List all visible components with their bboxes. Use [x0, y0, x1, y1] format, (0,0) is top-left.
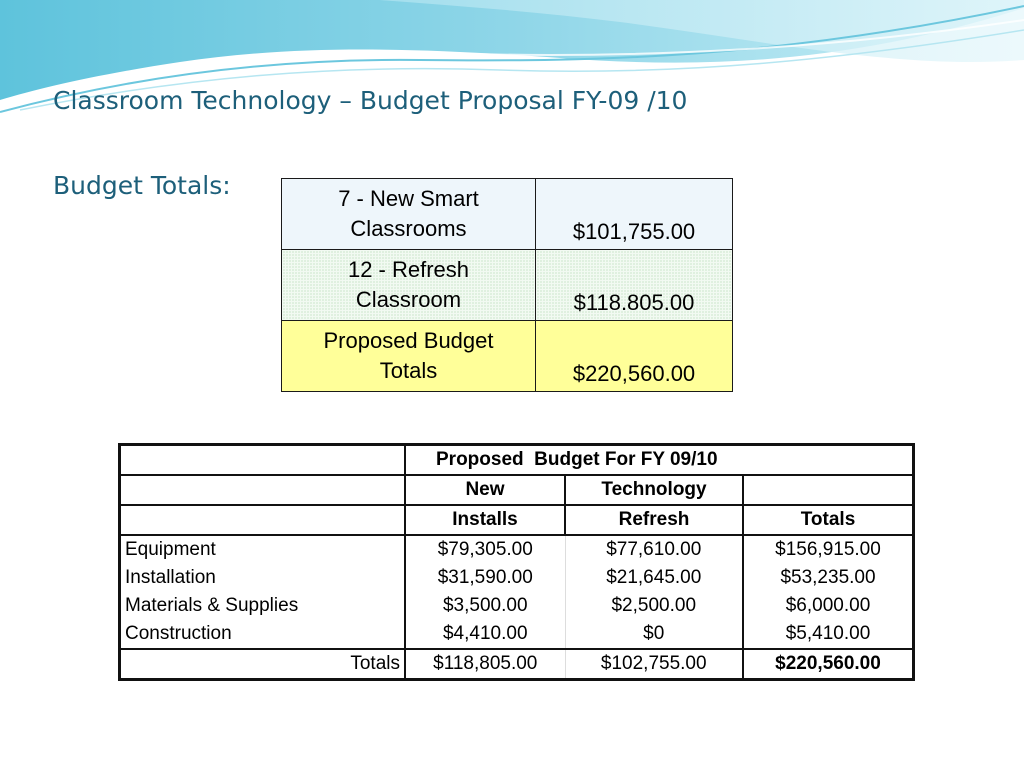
- header-cell: [743, 475, 914, 505]
- header-cell: New: [405, 475, 565, 505]
- summary-label-line1: 12 - Refresh: [347, 257, 470, 282]
- summary-row: [282, 250, 733, 321]
- budget-totals-heading: Budget Totals:: [53, 171, 231, 200]
- table-cell: $4,410.00: [442, 623, 528, 644]
- table-cell: $3,500.00: [442, 595, 528, 616]
- table-cell: $0: [565, 620, 743, 649]
- summary-label: [282, 321, 536, 392]
- table-cell: $6,000.00: [743, 592, 914, 620]
- summary-label-line1: Proposed Budget: [323, 328, 494, 353]
- summary-label-line2: Classroom: [355, 287, 462, 312]
- summary-label-line2: Classrooms: [350, 216, 467, 241]
- budget-detail-table: [118, 443, 915, 681]
- table-cell: $77,610.00: [565, 535, 743, 564]
- row-label: Materials & Supplies: [120, 592, 406, 620]
- table-cell: $118,805.00: [405, 649, 565, 680]
- table-cell: $53,235.00: [743, 564, 914, 592]
- table-cell: $156,915.00: [743, 535, 914, 564]
- table-cell: $5,410.00: [743, 620, 914, 649]
- table-cell: $2,500.00: [565, 592, 743, 620]
- summary-label: [282, 250, 536, 321]
- summary-label: [282, 179, 536, 250]
- row-label: Installation: [120, 564, 406, 592]
- totals-row: [120, 649, 914, 680]
- row-label: Construction: [120, 620, 406, 649]
- slide-title: Classroom Technology – Budget Proposal FY-09 /10: [53, 86, 688, 115]
- summary-value: $118.805.00: [536, 250, 733, 321]
- table-cell: $21,645.00: [565, 564, 743, 592]
- summary-label-line1: 7 - New Smart: [338, 186, 479, 211]
- header-cell: Technology: [565, 475, 743, 505]
- header-cell: Refresh: [565, 505, 743, 535]
- header-span-title: Proposed Budget For FY 09/10: [405, 445, 914, 476]
- table-row: [120, 564, 914, 592]
- table-cell: $79,305.00: [437, 539, 533, 560]
- header-cell: [120, 505, 406, 535]
- summary-value: $101,755.00: [536, 179, 733, 250]
- table-row: [120, 592, 914, 620]
- header-cell: Installs: [405, 505, 565, 535]
- budget-summary-table: [281, 178, 733, 392]
- summary-total-row: [282, 321, 733, 392]
- table-header-row: [120, 505, 914, 535]
- summary-label-line2: Totals: [379, 358, 438, 383]
- table-header-row: [120, 445, 914, 476]
- summary-row: [282, 179, 733, 250]
- table-cell: $31,590.00: [437, 567, 533, 588]
- table-cell: $102,755.00: [565, 649, 743, 680]
- totals-label: Totals: [120, 649, 406, 680]
- header-cell: [120, 475, 406, 505]
- table-row: [120, 620, 914, 649]
- summary-value: $220,560.00: [536, 321, 733, 392]
- table-row: [120, 535, 914, 564]
- row-label: Equipment: [120, 535, 406, 564]
- table-header-row: [120, 475, 914, 505]
- header-cell: Totals: [743, 505, 914, 535]
- grand-total-cell: $220,560.00: [743, 649, 914, 680]
- header-cell: [120, 445, 406, 476]
